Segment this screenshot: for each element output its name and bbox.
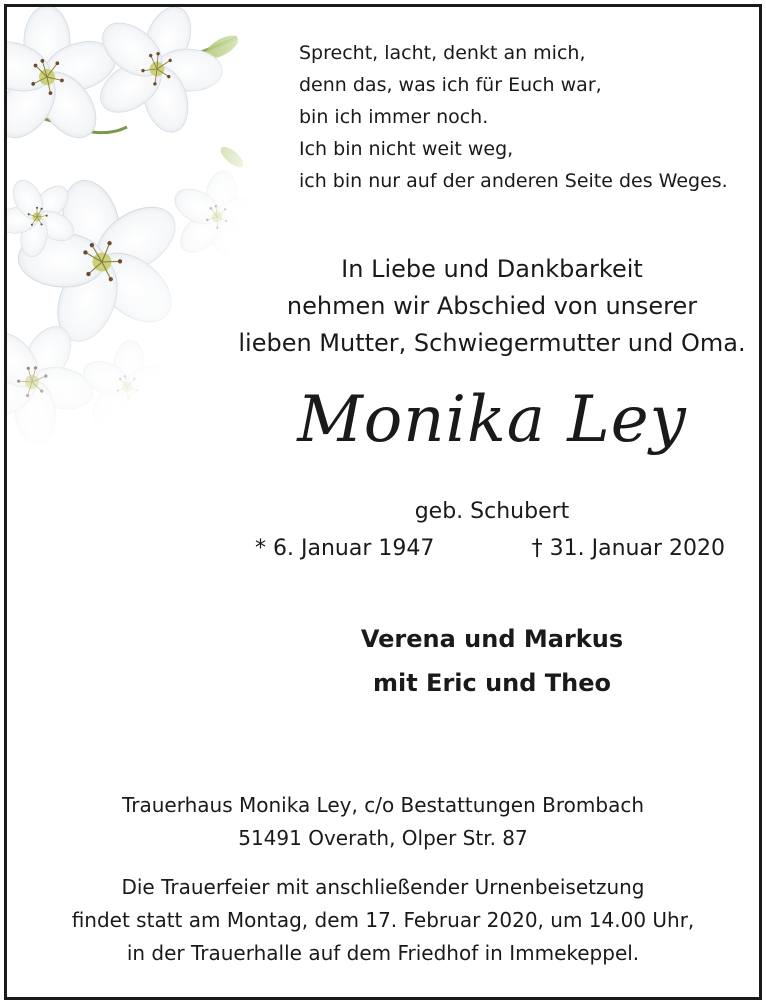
poem (299, 37, 728, 197)
ceremony-line: findet statt am Montag, dem 17. Februar 2020, um 14.00 Uhr, (71, 908, 695, 932)
poem-line: Sprecht, lacht, denkt an mich, (299, 42, 586, 64)
death-date: † 31. Januar 2020 (531, 536, 725, 561)
family-names (237, 617, 747, 705)
obituary-frame (4, 4, 762, 1000)
deceased-name: Monika Ley (297, 383, 687, 457)
poem-line: bin ich immer noch. (299, 106, 489, 128)
family-line: Verena und Markus (360, 625, 624, 653)
poem-line: Ich bin nicht weit weg, (299, 138, 514, 160)
family-line: mit Eric und Theo (372, 669, 612, 697)
address-line: 51491 Overath, Olper Str. 87 (238, 826, 528, 850)
mourning-house-address (7, 789, 759, 855)
intro-line: In Liebe und Dankbarkeit (341, 255, 643, 283)
maiden-name: geb. Schubert (414, 499, 570, 524)
intro-text (237, 251, 747, 362)
poem-line: ich bin nur auf der anderen Seite des Weges. (299, 170, 728, 192)
ceremony-line: Die Trauerfeier mit anschließender Urnenbeisetzung (121, 875, 645, 899)
intro-line: nehmen wir Abschied von unserer (286, 292, 698, 320)
address-line: Trauerhaus Monika Ley, c/o Bestattungen Brombach (122, 793, 644, 817)
intro-line: lieben Mutter, Schwiegermutter und Oma. (238, 329, 746, 357)
birth-date: * 6. Januar 1947 (255, 536, 435, 561)
ceremony-line: in der Trauerhalle auf dem Friedhof in Immekeppel. (126, 941, 640, 965)
ceremony-info (7, 871, 759, 970)
poem-line: denn das, was ich für Euch war, (299, 74, 602, 96)
